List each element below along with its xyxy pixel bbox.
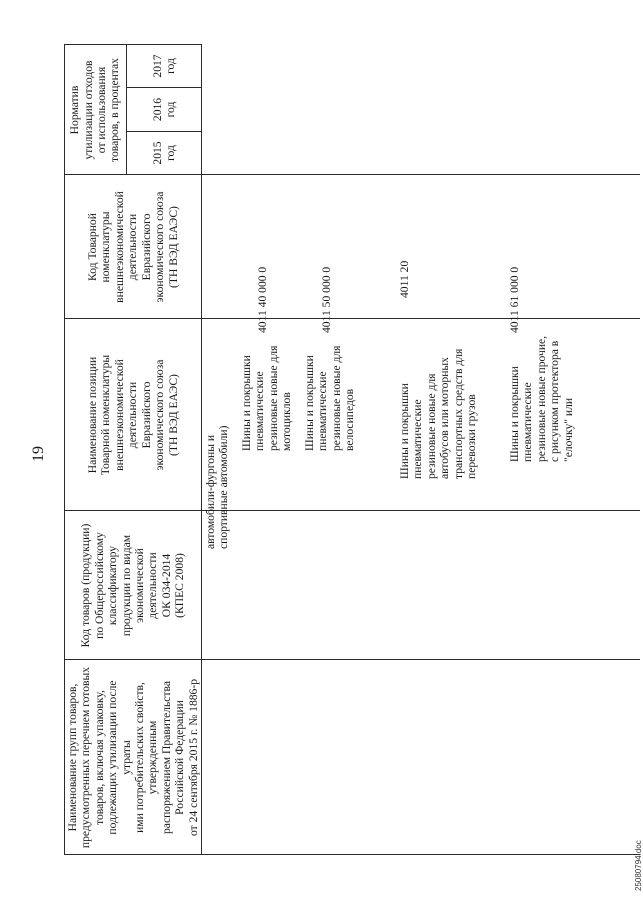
header-okpd-code xyxy=(66,513,200,658)
header-year-2016 xyxy=(128,89,200,130)
row-name-line: "елочку" или xyxy=(561,397,575,462)
table-right-border xyxy=(64,44,202,45)
header-tn-position-line: (ТН ВЭД ЕАЭС) xyxy=(166,374,180,456)
table-row-continuation xyxy=(204,359,231,549)
header-okpd-code-line: экономической xyxy=(133,548,146,623)
col-divider-1 xyxy=(64,659,640,660)
row-name-line: пневматические xyxy=(253,371,267,451)
header-okpd-code-line: по Общероссийскому xyxy=(92,532,106,639)
row-name-line: Шины и покрышки xyxy=(303,355,316,451)
header-okpd-code-line: Код товаров (продукции) xyxy=(79,523,93,648)
row-code-motorcycles: 4011 40 000 0 xyxy=(256,266,269,333)
header-tn-position-line: экономического союза xyxy=(153,359,167,471)
header-group-name-line: предусмотренных перечнем готовых xyxy=(79,666,93,849)
row-name-line: Шины и покрышки xyxy=(508,366,521,462)
row-name-line: пневматические xyxy=(521,382,535,462)
row-name-line: велосипедов xyxy=(343,388,357,451)
header-okpd-code-line: деятельности xyxy=(146,552,160,619)
header-tn-code-line: внешнеэкономической xyxy=(112,191,126,303)
row-name-line: резиновые новые для xyxy=(329,345,343,451)
header-tn-position-line: внешнеэкономической xyxy=(112,359,126,471)
header-tn-code-line: (ТН ВЭД ЕАЭС) xyxy=(166,206,180,288)
row-name-line: пневматические xyxy=(411,399,425,479)
header-group-name-line: распоряжением Правительства xyxy=(159,681,173,834)
header-tn-position-line: Евразийского xyxy=(139,381,153,449)
year-unit: год xyxy=(164,145,177,161)
header-group-name-line: подлежащих утилизации после утраты xyxy=(106,680,133,835)
row-name-line: спортивные автомобили) xyxy=(217,425,231,549)
year-value: 2016 xyxy=(150,97,164,122)
row-name-line: перевозки грузов xyxy=(465,394,479,479)
header-norm-line: товаров, в процентах xyxy=(108,58,122,162)
header-okpd-code-line: ОК 034-2014 xyxy=(159,553,173,618)
header-year-2015 xyxy=(128,133,200,173)
header-group-name-line: утвержденным xyxy=(146,720,160,795)
header-group-name-line: ими потребительских свойств, xyxy=(133,682,146,833)
year-divider-1 xyxy=(126,131,202,132)
header-okpd-code-line: классификатору xyxy=(106,545,120,626)
row-code-bicycles: 4011 50 000 0 xyxy=(320,266,333,333)
row-name-line: автобусов или моторных xyxy=(438,357,452,479)
header-norm xyxy=(66,47,124,173)
header-tn-position-line: Товарной номенклатуры xyxy=(99,354,113,476)
row-name-line: резиновые новые для xyxy=(424,373,438,479)
row-name-line: Шины и покрышки xyxy=(398,383,411,479)
row-name-line: пневматические xyxy=(316,371,330,451)
year-unit: год xyxy=(164,101,177,118)
header-tn-code-line: Код Товарной xyxy=(86,213,100,281)
header-okpd-code-line: продукции по видам xyxy=(119,534,133,637)
header-group-name-line: от 24 сентября 2015 г. № 1886-р xyxy=(186,678,200,837)
header-okpd-code-line: (КПЕС 2008) xyxy=(173,553,187,618)
table-row-buses-trucks xyxy=(398,319,478,479)
header-tn-position-line: Наименование позиции xyxy=(86,356,100,474)
row-name-line: транспортных средств для xyxy=(451,348,465,479)
row-name-line: резиновые новые прочие, xyxy=(534,335,548,462)
header-group-name-line: Российской Федерации xyxy=(173,700,187,815)
header-tn-code-line: экономического союза xyxy=(153,191,167,303)
row-name-line: Шины и покрышки xyxy=(240,355,253,451)
table-row-bicycles xyxy=(303,321,357,451)
year-value: 2017 xyxy=(150,54,164,78)
table-header-bottom-border xyxy=(201,45,202,855)
header-group-name-line: Наименование групп товаров, xyxy=(65,683,79,832)
header-tn-position-line: деятельности xyxy=(126,381,140,449)
row-name-line: резиновые новые для xyxy=(266,345,280,451)
header-tn-code-line: Евразийского xyxy=(139,213,153,281)
table-left-border xyxy=(64,854,640,855)
header-year-2017 xyxy=(128,46,200,86)
header-tn-code-line: деятельности xyxy=(126,213,140,281)
year-value: 2015 xyxy=(150,141,164,165)
page-number: 19 xyxy=(30,446,47,462)
table-row-motorcycles xyxy=(240,321,294,451)
year-divider-2 xyxy=(126,87,202,88)
header-group-name-line: товаров, включая упаковку, xyxy=(92,690,106,825)
header-tn-code xyxy=(66,177,200,317)
row-name-line: с рисунком протектора в xyxy=(548,340,562,462)
row-name-line: мотоциклов xyxy=(280,392,294,451)
row-code-other-herringbone: 4011 61 000 0 xyxy=(508,266,521,333)
year-unit: год xyxy=(164,58,177,74)
norm-header-divider xyxy=(126,45,127,175)
table-top-border xyxy=(64,45,65,855)
row-name-line: автомобили-фургоны и xyxy=(204,434,217,549)
header-norm-line: утилизации отходов xyxy=(81,60,95,160)
header-tn-code-line: номенклатуры xyxy=(99,211,113,283)
header-group-name xyxy=(66,662,200,853)
header-tn-position xyxy=(66,321,200,509)
header-norm-line: от использования xyxy=(95,66,108,154)
row-code-buses-trucks: 4011 20 xyxy=(398,260,411,298)
col-divider-2 xyxy=(64,510,640,511)
header-norm-line: Норматив xyxy=(68,85,82,135)
document-file-label: 25080794.doc xyxy=(634,840,643,891)
col-divider-4 xyxy=(64,174,640,175)
